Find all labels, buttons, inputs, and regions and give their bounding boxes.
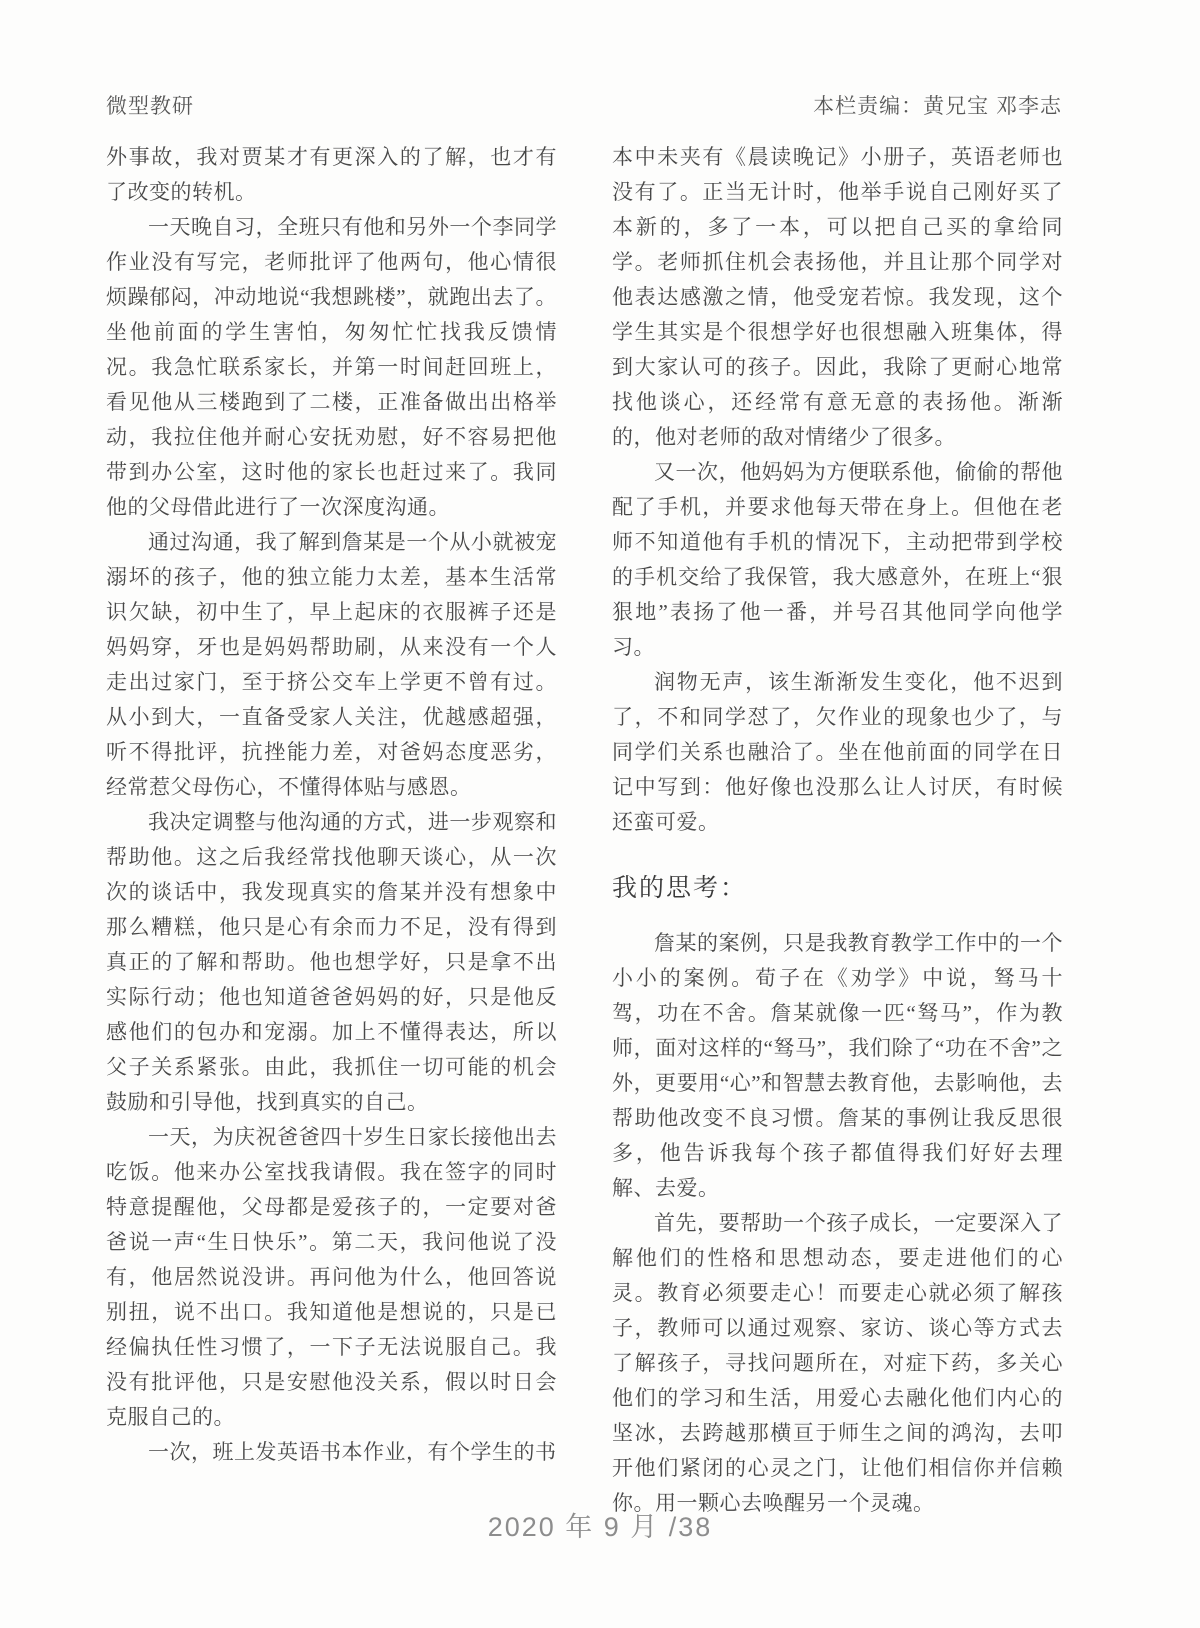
editors-label: 本栏责编：黄兄宝 邓李志 (813, 95, 1062, 118)
paragraph: 外事故，我对贾某才有更深入的了解，也才有了改变的转机。 (106, 145, 557, 204)
paragraph: 润物无声，该生渐渐发生变化，他不迟到了，不和同学怼了，欠作业的现象也少了，与同学们关系也融洽了。坐在他前面的同学在日记中写到：他好像也没那么让人讨厌，有时候还蛮可爱。 (612, 670, 1063, 834)
paragraph: 本中未夹有《晨读晚记》小册子，英语老师也没有了。正当无计时，他举手说自己刚好买了本新的，多了一本，可以把自己买的拿给同学。老师抓住机会表扬他，并且让那个同学对他表达感激之情，他受宠若惊。我发现，这个学生其实是个很想学好也很想融入班集体，得到大家认可的孩子。因此，我除了更耐心地常找他谈心，还经常有意无意的表扬他。渐渐的，他对老师的敌对情绪少了很多。 (612, 145, 1063, 449)
paragraph: 一天，为庆祝爸爸四十岁生日家长接他出去吃饭。他来办公室找我请假。我在签字的同时特意提醒他，父母都是爱孩子的，一定要对爸爸说一声“生日快乐”。第二天，我问他说了没有，他居然说没讲。再问他为什么，他回答说别扭，说不出口。我知道他是想说的，只是已经偏执任性习惯了，一下子无法说服自己。我没有批评他，只是安慰他没关系，假以时日会克服自己的。 (106, 1125, 557, 1429)
page-footer: 2020 年 9 月 /38 (487, 1512, 713, 1542)
paragraph: 又一次，他妈妈为方便联系他，偷偷的帮他配了手机，并要求他每天带在身上。但他在老师不知道他有手机的情况下，主动把带到学校的手机交给了我保管，我大感意外，在班上“狠狠地”表扬了他一番，并号召其他同学向他学习。 (612, 460, 1063, 659)
paragraph: 詹某的案例，只是我教育教学工作中的一个小小的案例。荀子在《劝学》中说，驽马十驾，功在不舍。詹某就像一匹“驽马”，作为教师，面对这样的“驽马”，我们除了“功在不舍”之外，更要用“心”和智慧去教育他，去影响他，去帮助他改变不良习惯。詹某的事例让我反思很多，他告诉我每个孩子都值得我们好好去理解、去爱。 (612, 931, 1063, 1200)
right-column (612, 140, 1063, 1521)
paragraph: 一次，班上发英语书本作业，有个学生的书 (148, 1440, 557, 1464)
section-label: 微型教研 (106, 95, 194, 118)
page-header (106, 90, 1062, 120)
section-heading: 我的思考： (612, 874, 748, 902)
paragraph: 首先，要帮助一个孩子成长，一定要深入了解他们的性格和思想动态，要走进他们的心灵。教育必须要走心！而要走心就必须了解孩子，教师可以通过观察、家访、谈心等方式去了解孩子，寻找问题所在，对症下药，多关心他们的学习和生活，用爱心去融化他们内心的坚冰，去跨越那横亘于师生之间的鸿沟，去叩开他们紧闭的心灵之门，让他们相信你并信赖你。用一颗心去唤醒另一个灵魂。 (612, 1211, 1063, 1515)
paragraph: 我决定调整与他沟通的方式，进一步观察和帮助他。这之后我经常找他聊天谈心，从一次次的谈话中，我发现真实的詹某并没有想象中那么糟糕，他只是心有余而力不足，没有得到真正的了解和帮助。他也想学好，只是拿不出实际行动；他也知道爸爸妈妈的好，只是他反感他们的包办和宠溺。加上不懂得表达，所以父子关系紧张。由此，我抓住一切可能的机会鼓励和引导他，找到真实的自己。 (106, 810, 557, 1114)
paragraph: 通过沟通，我了解到詹某是一个从小就被宠溺坏的孩子，他的独立能力太差，基本生活常识欠缺，初中生了，早上起床的衣服裤子还是妈妈穿，牙也是妈妈帮助刷，从来没有一个人走出过家门，至于挤公交车上学更不曾有过。从小到大，一直备受家人关注，优越感超强，听不得批评，抗挫能力差，对爸妈态度恶劣，经常惹父母伤心，不懂得体贴与感恩。 (106, 530, 557, 799)
article-body (106, 140, 1063, 1521)
paragraph: 一天晚自习，全班只有他和另外一个李同学作业没有写完，老师批评了他两句，他心情很烦躁郁闷，冲动地说“我想跳楼”，就跑出去了。坐他前面的学生害怕，匆匆忙忙找我反馈情况。我急忙联系家长，并第一时间赶回班上，看见他从三楼跑到了二楼，正准备做出出格举动，我拉住他并耐心安抚劝慰，好不容易把他带到办公室，这时他的家长也赶过来了。我同他的父母借此进行了一次深度沟通。 (106, 215, 557, 519)
left-column (106, 140, 557, 1521)
